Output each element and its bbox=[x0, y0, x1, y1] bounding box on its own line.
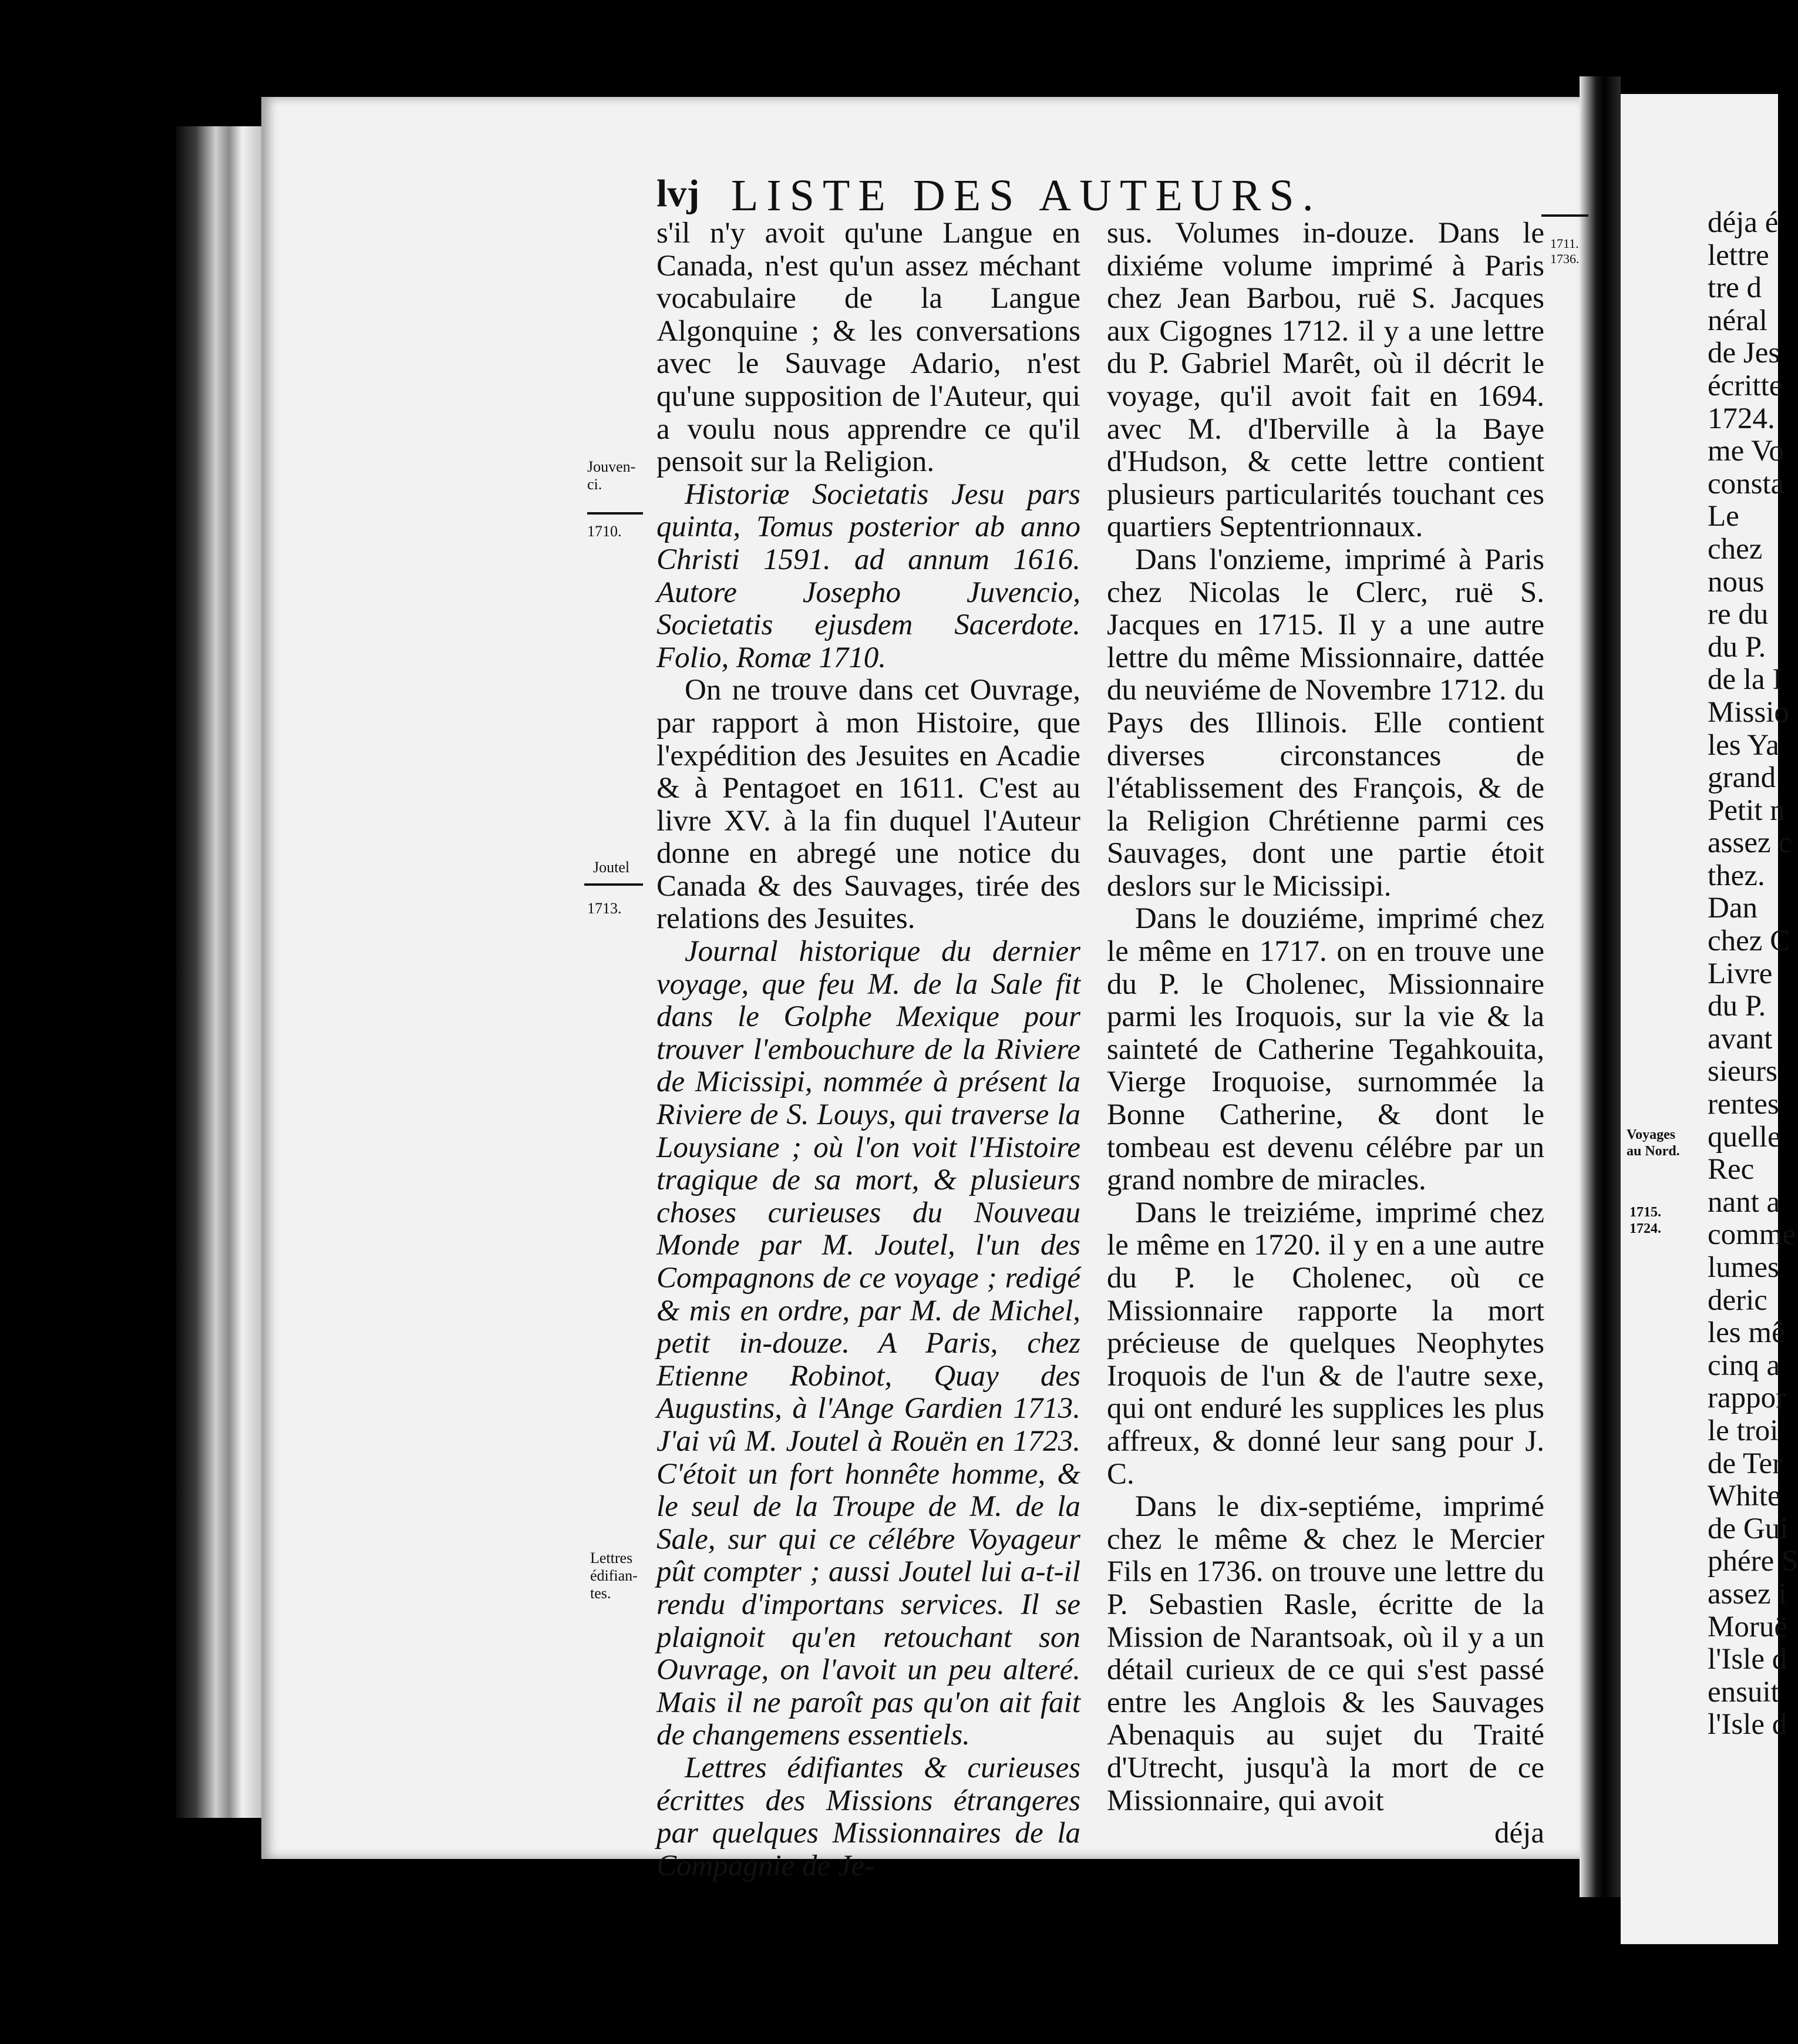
next-page-line: phére S bbox=[1708, 1545, 1798, 1578]
gutter-shadow bbox=[1580, 76, 1621, 1897]
next-page-line: chez bbox=[1708, 532, 1763, 566]
margin-note-year: 1713. bbox=[587, 900, 622, 917]
next-page-line: rappor bbox=[1708, 1381, 1786, 1415]
margin-note-rule bbox=[1541, 214, 1588, 217]
paragraph: Dans le douziéme, imprimé chez le même en 1717. on en trouve une du P. le Cholenec, Missionnaire parmi les Iroquois, sur la vie & la sainteté de Catherine Tegahkouita, Vierge Iroquoise, surnommée la Bonne Catherine, & dont le tombeau est devenu célébre par un grand nombre de miracles. bbox=[1107, 902, 1544, 1197]
next-page-line: consta bbox=[1708, 467, 1784, 500]
next-page-line: White bbox=[1708, 1480, 1781, 1513]
bibliography-entry: Lettres édifiantes & curieuses écrittes des Missions étrangeres par quelques Missionnaires de la Compagnie de Je- bbox=[656, 1751, 1080, 1882]
next-page-line: Missio bbox=[1708, 695, 1789, 729]
next-page-line: grand bbox=[1708, 761, 1776, 795]
next-page-line: tre d bbox=[1708, 271, 1762, 305]
next-page-line: ensuit bbox=[1708, 1675, 1779, 1709]
next-page-line: les Ya bbox=[1708, 728, 1779, 762]
paragraph: On ne trouve dans cet Ouvrage, par rapport à mon Histoire, que l'expédition des Jesuites en Acadie & à Pentagoet en 1611. C'est au livre XV. à la fin duquel l'Auteur donne en abregé une notice du Canada & des Sauvages, tirée des relations des Jesuites. bbox=[656, 674, 1080, 936]
next-page-line: de Jes bbox=[1708, 337, 1780, 370]
paragraph: s'il n'y avoit qu'une Langue en Canada, n'est qu'un assez méchant vocabulaire de la Langue Algonquine ; & les conversations avec le Sauvage Adario, n'est qu'une supposition de l'Auteur, qui a voulu nous apprendre ce qu'il pensoit sur la Religion. bbox=[656, 217, 1080, 479]
next-page-line: de Gui bbox=[1708, 1512, 1789, 1545]
next-page-line: Dan bbox=[1708, 892, 1757, 925]
margin-note-voyages: Voyages au Nord. bbox=[1627, 1127, 1680, 1159]
next-page-line: re du bbox=[1708, 598, 1769, 631]
next-page-line: l'Isle d bbox=[1708, 1708, 1787, 1742]
next-page-line: thez. bbox=[1708, 859, 1765, 892]
page-number: lvj bbox=[656, 172, 700, 215]
book-block-edge bbox=[176, 126, 264, 1818]
next-page-line: chez C bbox=[1708, 924, 1790, 958]
next-page-line: Moruë bbox=[1708, 1610, 1787, 1643]
next-page-line: rentes bbox=[1708, 1088, 1779, 1121]
text-column-left bbox=[656, 217, 1080, 1882]
next-page-line: avant bbox=[1708, 1022, 1773, 1055]
margin-note-year: 1710. bbox=[587, 523, 622, 540]
running-title: LISTE DES AUTEURS. bbox=[731, 171, 1322, 220]
next-page-line: lumes bbox=[1708, 1251, 1779, 1284]
margin-note-juvenci: Jouven- ci. bbox=[587, 458, 636, 493]
next-page-text bbox=[1708, 206, 1798, 1742]
text-column-right bbox=[1107, 217, 1544, 1850]
next-page-line: écritte bbox=[1708, 369, 1783, 402]
next-page-line: de la I bbox=[1708, 663, 1783, 697]
catchword: déja bbox=[1494, 1817, 1544, 1850]
next-page-line: assez c bbox=[1708, 826, 1792, 860]
paragraph: Dans l'onzieme, imprimé à Paris chez Nicolas le Clerc, ruë S. Jacques en 1715. Il y a une autre lettre du même Missionnaire, dattée du neuviéme de Novembre 1712. du Pays des Illinois. Elle contient diverses circonstances de l'établissement des François, & de la Religion Chrétienne parmi ces Sauvages, dont une partie étoit deslors sur le Micissipi. bbox=[1107, 543, 1544, 903]
next-page-line: les mê bbox=[1708, 1316, 1785, 1350]
margin-note-joutel: Joutel bbox=[593, 859, 630, 876]
next-page-line: du P. bbox=[1708, 990, 1766, 1023]
next-page-line: néral bbox=[1708, 304, 1767, 337]
next-page-line: deric bbox=[1708, 1283, 1767, 1317]
paragraph: sus. Volumes in-douze. Dans le dixiéme volume imprimé à Paris chez Jean Barbou, ruë S. Jacques aux Cigognes 1712. il y a une lettre du P. Gabriel Marêt, où il décrit le voyage, qu'il avoit fait en 1694. avec M. d'Iberville à la Baye d'Hudson, & cette lettre contient plusieurs particularités touchant ces quartiers Septentrionnaux. bbox=[1107, 217, 1544, 544]
next-page-line: le troi bbox=[1708, 1414, 1779, 1447]
bibliography-entry: Journal historique du dernier voyage, que feu M. de la Sale fit dans le Golphe Mexique pour trouver l'embouchure de la Riviere de Micissipi, nommée à présent la Riviere de S. Louys, qui traverse la Louysiane ; où l'on voit l'Histoire tragique de sa mort, & plusieurs choses curieuses du Nouveau Monde par M. Joutel, l'un des Compagnons de ce voyage ; redigé & mis en ordre, par M. de Michel, petit in-douze. A Paris, chez Etienne Robinot, Quay des Augustins, à l'Ange Gardien 1713. J'ai vû M. Joutel à Rouën en 1723. C'étoit un fort honnête homme, & le seul de la Troupe de M. de la Sale, sur qui ce célébre Voyageur pût compter ; aussi Joutel lui a-t-il rendu d'importans services. Il se plaignoit qu'en retouchant son Ouvrage, on l'avoit un peu alteré. Mais il ne paroît pas qu'on ait fait de changemens essentiels. bbox=[656, 935, 1080, 1752]
next-page-line: du P. bbox=[1708, 630, 1766, 664]
next-page-line: de Ter bbox=[1708, 1447, 1783, 1480]
margin-note-years: 1711. 1736. bbox=[1550, 236, 1580, 266]
paragraph: Dans le dix-septiéme, imprimé chez le même & chez le Mercier Fils en 1736. on trouve une lettre du P. Sebastien Rasle, écritte de la Mission de Narantsoak, où il y a un détail curieux de ce qui s'est passé entre les Anglois & les Sauvages Abenaquis au sujet du Traité d'Utrecht, jusqu'à la mort de ce Missionnaire, qui avoit bbox=[1107, 1490, 1544, 1817]
next-page-line: quelle bbox=[1708, 1120, 1781, 1154]
margin-note-years: 1715. 1724. bbox=[1629, 1205, 1661, 1236]
next-page-line: Livre bbox=[1708, 957, 1773, 990]
paragraph: Dans le treiziéme, imprimé chez le même en 1720. il y en a une autre du P. le Cholenec, où ce Missionnaire rapporte la mort précieuse de quelques Neophytes Iroquois de l'un & de l'autre sexe, qui ont enduré les supplices les plus affreux, & donné leur sang pour J. C. bbox=[1107, 1196, 1544, 1491]
next-page-line: l'Isle d bbox=[1708, 1643, 1787, 1676]
next-page-line: comme bbox=[1708, 1218, 1796, 1252]
next-page-line: Petit n bbox=[1708, 794, 1785, 827]
margin-note-rule bbox=[587, 512, 643, 515]
next-page-line: lettre bbox=[1708, 238, 1769, 272]
next-page-line: assez i bbox=[1708, 1577, 1787, 1611]
next-page-line: Le bbox=[1708, 500, 1739, 533]
next-page-line: me Vo bbox=[1708, 435, 1784, 468]
margin-note-rule bbox=[584, 883, 643, 886]
next-page-line: nant a bbox=[1708, 1185, 1780, 1219]
next-page-line: 1724. bbox=[1708, 402, 1775, 435]
next-page-line: sieurs bbox=[1708, 1055, 1777, 1088]
margin-note-lettres: Lettres édifian- tes. bbox=[590, 1549, 638, 1602]
next-page-line: cinq a bbox=[1708, 1349, 1780, 1382]
next-page-line: nous bbox=[1708, 565, 1765, 599]
next-page-line: Rec bbox=[1708, 1153, 1755, 1186]
bibliography-entry: Historiæ Societatis Jesu pars quinta, Tomus posterior ab anno Christi 1591. ad annum 1616. Autore Josepho Juvencio, Societatis ejusdem Sacerdote. Folio, Romæ 1710. bbox=[656, 478, 1080, 674]
next-page-line: déja é bbox=[1708, 206, 1779, 239]
